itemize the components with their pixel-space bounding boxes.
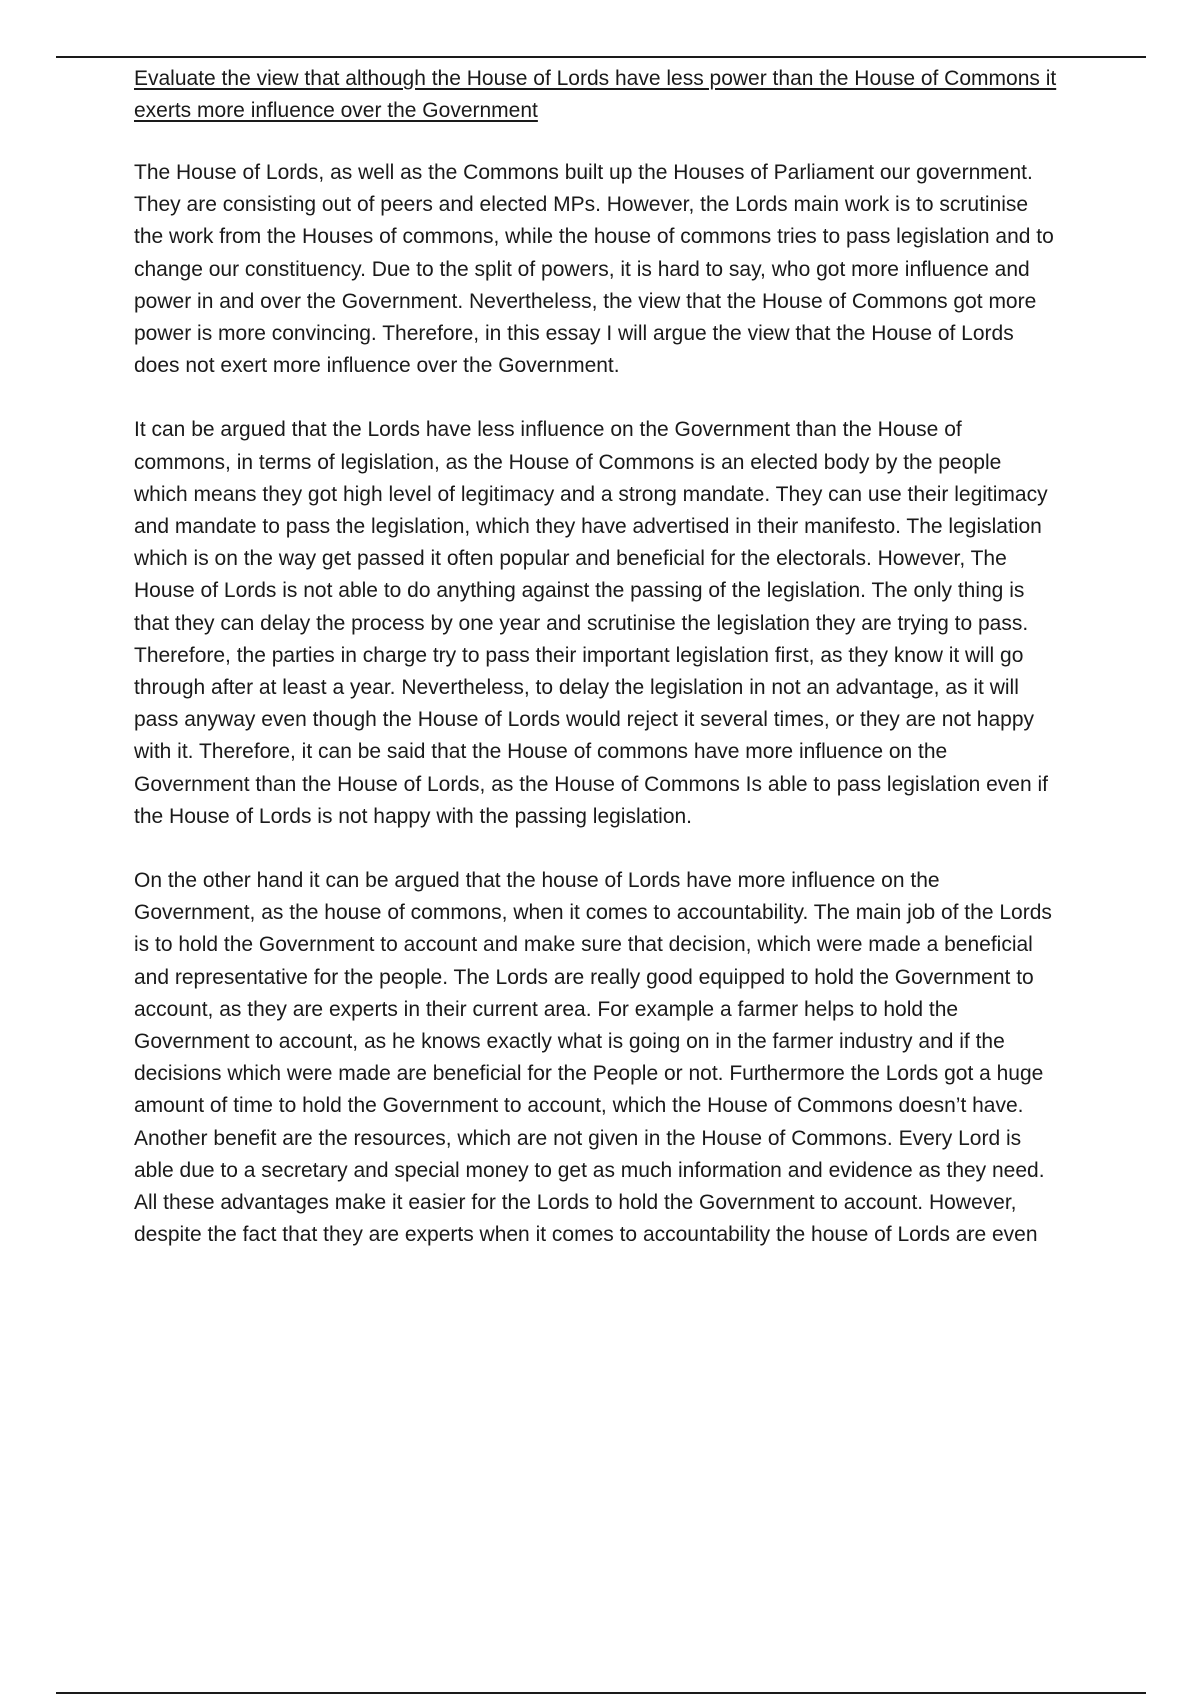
- essay-title: Evaluate the view that although the House of Lords have less power than the House of Commons it exerts more influence over the Government: [134, 67, 1057, 122]
- paragraph-introduction: The House of Lords, as well as the Commons built up the Houses of Parliament our government. They are consisting out of peers and elected MPs. However, the Lords main work is to scrutinise the work from the Houses of commons, while the house of commons tries to pass legislation and to change our constituency. Due to the split of powers, it is hard to say, who got more influence and power in and over the Government. Nevertheless, the view that the House of Commons got more power is more convincing. Therefore, in this essay I will argue the view that the House of Lords does not exert more influence over the Government.: [134, 161, 1054, 378]
- page-bottom-rule: [56, 1692, 1146, 1694]
- paragraph-legislation: It can be argued that the Lords have less influence on the Government than the House of commons, in terms of legislation, as the House of Commons is an elected body by the people which means they got high level of legitimacy and a strong mandate. They can use their legitimacy and mandate to pass the legislation, which they have advertised in their manifesto. The legislation which is on the way get passed it often popular and beneficial for the electorals. However, The House of Lords is not able to do anything against the passing of the legislation. The only thing is that they can delay the process by one year and scrutinise the legislation they are trying to pass. Therefore, the parties in charge try to pass their important legislation first, as they know it will go through after at least a year. Nevertheless, to delay the legislation in not an advantage, as it will pass anyway even though the House of Lords would reject it several times, or they are not happy with it. Therefore, it can be said that the House of commons have more influence on the Government than the House of Lords, as the House of Commons Is able to pass legislation even if the House of Lords is not happy with the passing legislation.: [134, 418, 1049, 828]
- page-top-rule: [56, 56, 1146, 58]
- document-body: [134, 63, 1058, 1284]
- paragraph-accountability: On the other hand it can be argued that the house of Lords have more influence on the Government, as the house of commons, when it comes to accountability. The main job of the Lords is to hold the Government to account and make sure that decision, which were made a beneficial and representative for the people. The Lords are really good equipped to hold the Government to account, as they are experts in their current area. For example a farmer helps to hold the Government to account, as he knows exactly what is going on in the farmer industry and if the decisions which were made are beneficial for the People or not. Furthermore the Lords got a huge amount of time to hold the Government to account, which the House of Commons doesn’t have. Another benefit are the resources, which are not given in the House of Commons. Every Lord is able due to a secretary and special money to get as much information and evidence as they need. All these advantages make it easier for the Lords to hold the Government to account. However, despite the fact that they are experts when it comes to accountability the house of Lords are even: [134, 869, 1052, 1247]
